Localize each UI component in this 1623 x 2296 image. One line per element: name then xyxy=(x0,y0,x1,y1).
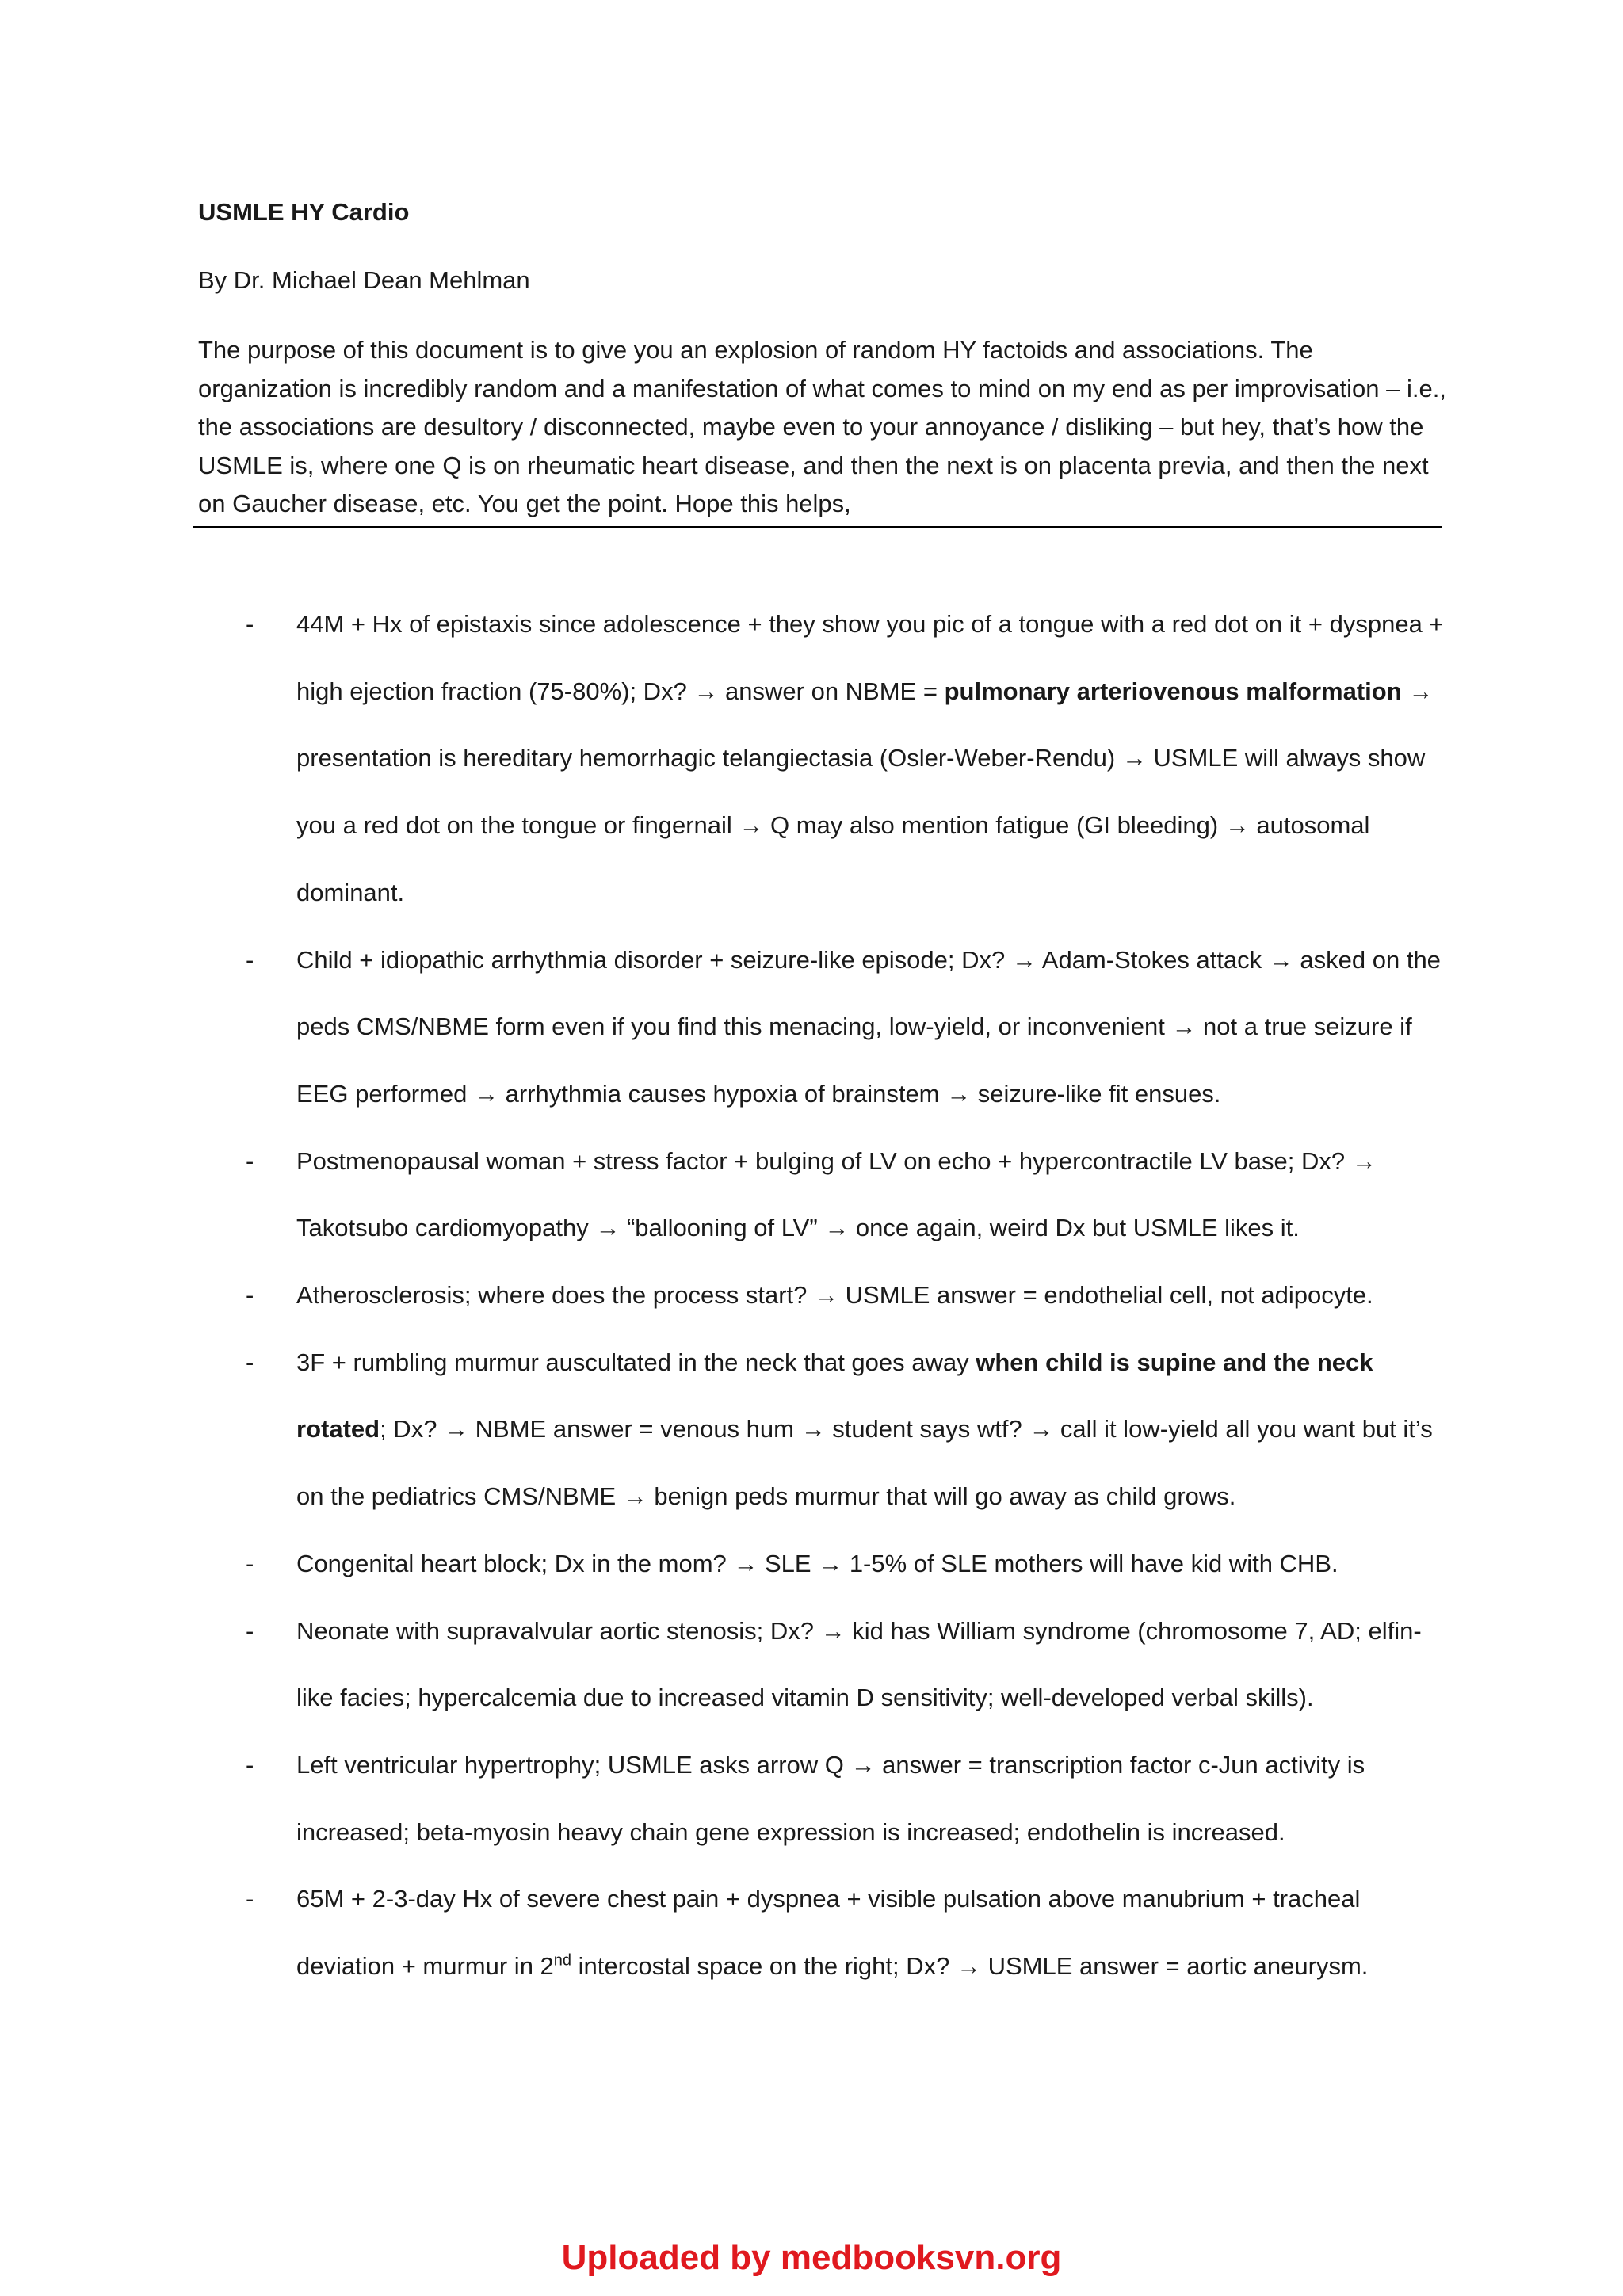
bullet-marker: - xyxy=(246,1146,254,1175)
bullet-text xyxy=(296,1866,1445,2000)
bullet-text xyxy=(296,1128,1445,1262)
document-author: By Dr. Michael Dean Mehlman xyxy=(198,266,530,294)
bullet-text-part: Atherosclerosis; where does the process start? → USMLE answer = endothelial cell, not adipocyte. xyxy=(296,1281,1373,1310)
bullet-text-part: → presentation is hereditary hemorrhagic telangiectasia (Osler-Weber-Rendu) → USMLE will always show you a red dot on the tongue or fingernail → Q may also mention fatigue (GI bleeding) → autosomal dominant. xyxy=(296,677,1434,906)
bullet-marker: - xyxy=(246,1281,254,1310)
bullet-text-part: 3F + rumbling murmur auscultated in the neck that goes away xyxy=(296,1348,976,1376)
bullet-text-part: Child + idiopathic arrhythmia disorder + seizure-like episode; Dx? → Adam-Stokes attack → asked on the peds CMS/NBME form even if you find this menacing, low-yield, or inconvenient → not a true seizure if EEG performed → arrhythmia causes hypoxia of brainstem → seizure-like fit ensues. xyxy=(296,945,1441,1108)
bullet-bold-part: when child is supine and the neck rotated xyxy=(296,1348,1373,1444)
list-item xyxy=(0,1262,1623,1329)
bullet-marker: - xyxy=(246,1885,254,1913)
bullet-text-part: 44M + Hx of epistaxis since adolescence + they show you pic of a tongue with a red dot on it + dyspnea + high ejection fraction (75-80%); Dx? → answer on NBME = xyxy=(296,610,1444,705)
list-item xyxy=(0,591,1623,927)
bullet-text xyxy=(296,1262,1445,1329)
bullet-text xyxy=(296,591,1445,927)
bullet-text xyxy=(296,1598,1445,1732)
bullet-text-part: Postmenopausal woman + stress factor + bulging of LV on echo + hypercontractile LV base; Dx? → Takotsubo cardiomyopathy → “ballooning of LV” → once again, weird Dx but USMLE likes it. xyxy=(296,1146,1377,1242)
bullet-text-part: ; Dx? → NBME answer = venous hum → student says wtf? → call it low-yield all you want but it’s on the pediatrics CMS/NBME → benign peds murmur that will go away as child grows. xyxy=(296,1415,1433,1511)
bullet-marker: - xyxy=(246,1616,254,1645)
bullet-list xyxy=(0,591,1623,2000)
superscript: nd xyxy=(553,1951,572,1970)
intro-paragraph xyxy=(198,331,1450,524)
list-item xyxy=(0,1866,1623,2000)
list-item xyxy=(0,1531,1623,1598)
list-item xyxy=(0,1128,1623,1262)
bullet-marker: - xyxy=(246,1549,254,1577)
list-item xyxy=(0,1732,1623,1866)
bullet-text xyxy=(296,1329,1445,1531)
bullet-text-part: Neonate with supravalvular aortic stenosis; Dx? → kid has William syndrome (chromosome 7, AD; elfin-like facies; hypercalcemia due to increased vitamin D sensitivity; well-developed verbal skills). xyxy=(296,1616,1422,1712)
list-item xyxy=(0,1598,1623,1732)
bullet-text-part: intercostal space on the right; Dx? → USMLE answer = aortic aneurysm. xyxy=(571,1952,1369,1981)
bullet-text xyxy=(296,927,1445,1128)
bullet-text xyxy=(296,1732,1445,1866)
intro-text: The purpose of this document is to give you an explosion of random HY factoids and associations. The organization is incredibly random and a manifestation of what comes to mind on my end as per improvisation – i.e., the associations are desultory / disconnected, maybe even to your annoyance / disliking – but hey, that’s how the USMLE is, where one Q is on rheumatic heart disease, and then the next is on placenta previa, and then the next on Gaucher disease, etc. You get the point. Hope this helps, xyxy=(198,336,1446,517)
bullet-bold-part: pulmonary arteriovenous malformation xyxy=(944,677,1402,705)
list-item xyxy=(0,1329,1623,1531)
bullet-text-part: Left ventricular hypertrophy; USMLE asks arrow Q → answer = transcription factor c-Jun activity is increased; beta-myosin heavy chain gene expression is increased; endothelin is increased. xyxy=(296,1750,1365,1846)
bullet-marker: - xyxy=(246,1348,254,1376)
bullet-text xyxy=(296,1531,1445,1598)
list-item xyxy=(0,927,1623,1128)
bullet-text-part: Congenital heart block; Dx in the mom? → SLE → 1-5% of SLE mothers will have kid with CHB. xyxy=(296,1549,1338,1577)
bullet-text-part: 65M + 2-3-day Hx of severe chest pain + dyspnea + visible pulsation above manubrium + tracheal deviation + murmur in 2 xyxy=(296,1885,1361,1981)
upload-watermark: Uploaded by medbooksvn.org xyxy=(561,2238,1062,2277)
bullet-marker: - xyxy=(246,610,254,638)
horizontal-divider xyxy=(193,526,1442,528)
document-title: USMLE HY Cardio xyxy=(198,198,410,226)
bullet-marker: - xyxy=(246,945,254,974)
bullet-marker: - xyxy=(246,1750,254,1779)
